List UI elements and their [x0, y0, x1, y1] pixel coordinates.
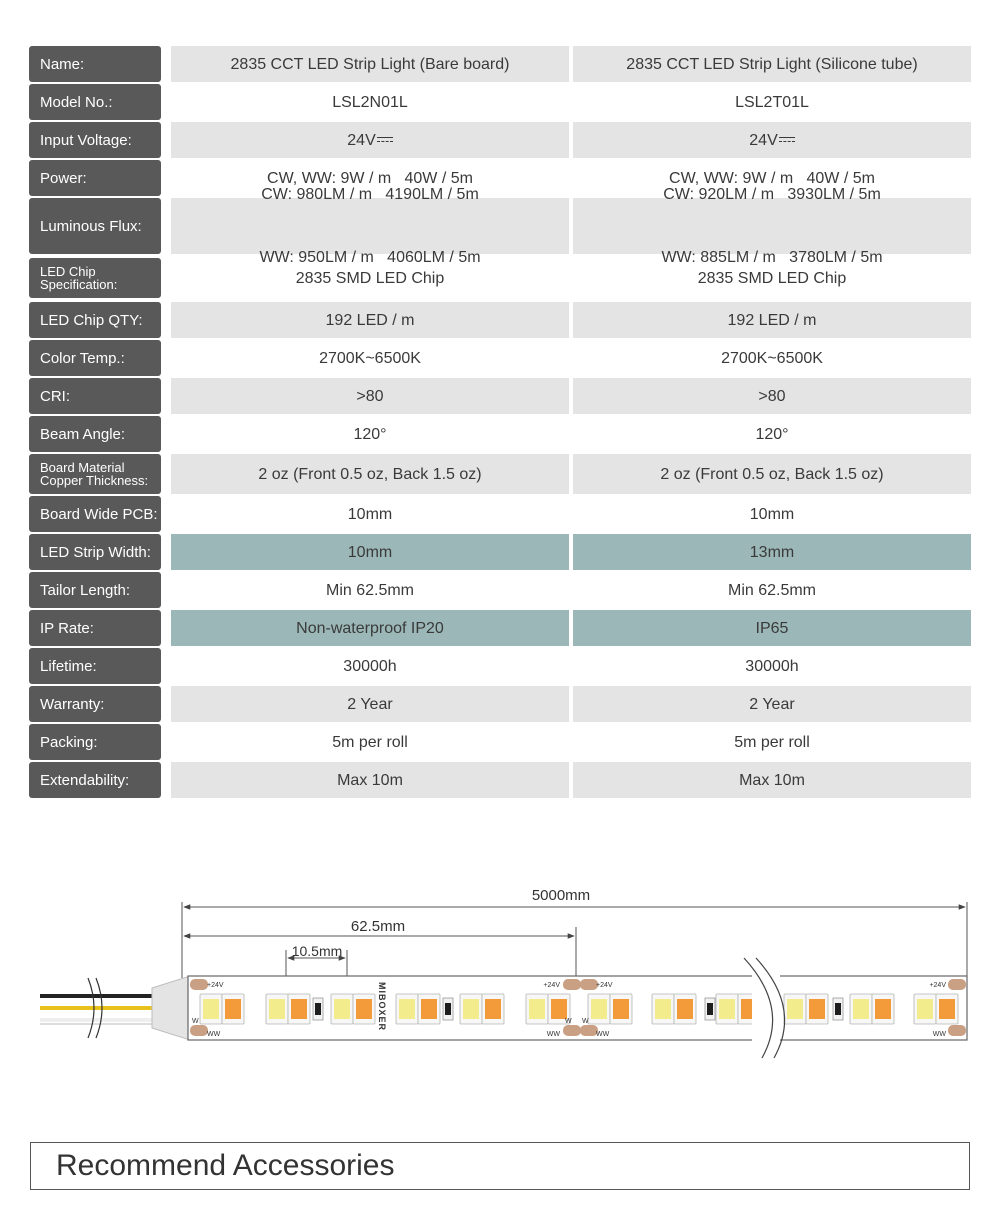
recommend-accessories-banner [30, 1142, 970, 1190]
solder-pad [948, 1025, 966, 1036]
spec-row-color-temp [29, 340, 971, 376]
cell-silicone-tube: 2700K~6500K [721, 349, 823, 367]
end-cap [152, 976, 190, 1040]
flux-ww: WW: 885LM / m 3780LM / 5m [661, 249, 883, 266]
cell-silicone-tube: Min 62.5mm [727, 581, 817, 599]
pad-label: W [565, 1018, 572, 1025]
led-emitter [291, 999, 307, 1019]
row-label: Extendability: [29, 762, 161, 798]
led-emitter [787, 999, 803, 1019]
spec-row-strip-width [29, 534, 971, 570]
cell-bare-board [171, 186, 569, 266]
row-label: Packing: [29, 724, 161, 760]
row-label: Warranty: [29, 686, 161, 722]
spec-row-name [29, 46, 971, 82]
led-emitter [463, 999, 479, 1019]
resistor-body [707, 1003, 713, 1015]
voltage-value: 24V [749, 131, 778, 149]
pad-label: WW [546, 1031, 560, 1038]
cell-bare-board: 30000h [343, 657, 397, 675]
spec-row-chip-qty [29, 302, 971, 338]
resistor-body [315, 1003, 321, 1015]
solder-pad [563, 1025, 581, 1036]
cell-bare-board: 2 oz (Front 0.5 oz, Back 1.5 oz) [171, 454, 569, 494]
cell-silicone-tube: 2 Year [573, 686, 971, 722]
cell-bare-board: LSL2N01L [332, 93, 408, 111]
pad-label: +24V [207, 982, 224, 989]
row-label-line: Board Material [40, 460, 125, 475]
cell-silicone-tube: 2835 SMD LED Chip [697, 269, 847, 287]
row-label: Beam Angle: [29, 416, 161, 452]
solder-pad [563, 979, 581, 990]
cell-silicone-tube: >80 [573, 378, 971, 414]
led-emitter [591, 999, 607, 1019]
row-label: LED Strip Width: [29, 534, 161, 570]
row-label: IP Rate: [29, 610, 161, 646]
row-label: Tailor Length: [29, 572, 161, 608]
cell-bare-board: 5m per roll [332, 733, 408, 751]
spec-row-lifetime [29, 648, 971, 684]
lead-wires [40, 978, 152, 1038]
led-emitter [334, 999, 350, 1019]
pad-label: WW [932, 1031, 946, 1038]
row-label: Luminous Flux: [29, 198, 161, 254]
pad-label: +24V [543, 982, 560, 989]
spec-row-board-material [29, 454, 971, 494]
cut-length-label: 62.5mm [350, 918, 406, 935]
row-label: Lifetime: [29, 648, 161, 684]
cell-silicone-tube: 5m per roll [734, 733, 810, 751]
row-label [29, 454, 161, 494]
strip-dimension-diagram [0, 870, 1000, 1070]
led-emitter [917, 999, 933, 1019]
resistor-body [835, 1003, 841, 1015]
cell-silicone-tube: 10mm [749, 505, 795, 523]
pad-label: W [192, 1018, 199, 1025]
cell-bare-board: 2700K~6500K [319, 349, 421, 367]
cell-bare-board: 2 Year [171, 686, 569, 722]
cell-silicone-tube: 2835 CCT LED Strip Light (Silicone tube) [573, 46, 971, 82]
spec-row-beam-angle [29, 416, 971, 452]
spec-row-warranty [29, 686, 971, 722]
led-emitter [225, 999, 241, 1019]
cell-bare-board: Non-waterproof IP20 [171, 610, 569, 646]
led-emitter [809, 999, 825, 1019]
led-emitter [485, 999, 501, 1019]
spec-row-chip-spec [29, 258, 971, 298]
row-label: LED Chip QTY: [29, 302, 161, 338]
resistor-body [445, 1003, 451, 1015]
spec-row-packing [29, 724, 971, 760]
row-label-line: Specification: [40, 277, 118, 292]
flux-cw: CW: 980LM / m 4190LM / 5m [261, 186, 479, 203]
voltage-value: 24V [347, 131, 376, 149]
cell-bare-board: 2835 CCT LED Strip Light (Bare board) [171, 46, 569, 82]
led-emitter [719, 999, 735, 1019]
led-emitter [421, 999, 437, 1019]
pad-label: +24V [596, 982, 613, 989]
cell-silicone-tube: 192 LED / m [573, 302, 971, 338]
cell-bare-board: 120° [353, 425, 387, 443]
row-label: Input Voltage: [29, 122, 161, 158]
cell-bare-board: Min 62.5mm [325, 581, 415, 599]
row-label-line: Copper Thickness: [40, 473, 149, 488]
row-label: Name: [29, 46, 161, 82]
flux-ww: WW: 950LM / m 4060LM / 5m [259, 249, 481, 266]
spec-row-model [29, 84, 971, 120]
flux-cw: CW: 920LM / m 3930LM / 5m [663, 186, 881, 203]
cell-bare-board: >80 [171, 378, 569, 414]
cell-bare-board: 10mm [171, 534, 569, 570]
cell-silicone-tube: 120° [755, 425, 789, 443]
solder-pad [190, 1025, 208, 1036]
pad-label: WW [207, 1031, 221, 1038]
spec-row-cri [29, 378, 971, 414]
cell-bare-board: 10mm [347, 505, 393, 523]
spec-row-extendability [29, 762, 971, 798]
pad-label: W [582, 1018, 589, 1025]
pad-label: +24V [929, 982, 946, 989]
brand-mark: MIBOXER [377, 982, 387, 1032]
row-label: Model No.: [29, 84, 161, 120]
solder-pad [948, 979, 966, 990]
row-label: Power: [29, 160, 161, 196]
led-emitter [551, 999, 567, 1019]
row-label: CRI: [29, 378, 161, 414]
led-pitch-label: 10.5mm [291, 943, 343, 959]
row-label-line: LED Chip [40, 264, 96, 279]
led-emitter [853, 999, 869, 1019]
led-emitter [655, 999, 671, 1019]
cell-bare-board: 192 LED / m [171, 302, 569, 338]
total-length-label: 5000mm [531, 887, 591, 904]
cell-silicone-tube: Max 10m [573, 762, 971, 798]
cell-silicone-tube [573, 186, 971, 266]
cell-bare-board: CW, WW: 9W / m 40W / 5m [267, 169, 473, 187]
led-emitter [399, 999, 415, 1019]
accessories-title: Recommend Accessories [56, 1149, 395, 1182]
cell-silicone-tube: 2 oz (Front 0.5 oz, Back 1.5 oz) [573, 454, 971, 494]
spec-row-board-wide [29, 496, 971, 532]
led-emitter [939, 999, 955, 1019]
cell-silicone-tube: CW, WW: 9W / m 40W / 5m [669, 169, 875, 187]
solder-pad [190, 979, 208, 990]
led-emitter [203, 999, 219, 1019]
pad-label: WW [596, 1031, 610, 1038]
cell-bare-board: 2835 SMD LED Chip [295, 269, 445, 287]
led-emitter [875, 999, 891, 1019]
cell-silicone-tube: LSL2T01L [735, 93, 809, 111]
led-emitter [356, 999, 372, 1019]
spec-row-ip-rate [29, 610, 971, 646]
led-emitter [269, 999, 285, 1019]
spec-row-luminous-flux [29, 186, 971, 266]
cell-bare-board: Max 10m [171, 762, 569, 798]
led-emitter [613, 999, 629, 1019]
row-label [29, 258, 161, 298]
row-label: Board Wide PCB: [29, 496, 161, 532]
row-label: Color Temp.: [29, 340, 161, 376]
cell-silicone-tube: IP65 [573, 610, 971, 646]
cell-silicone-tube: 30000h [745, 657, 799, 675]
led-emitter [677, 999, 693, 1019]
cell-silicone-tube: 13mm [573, 534, 971, 570]
spec-row-tailor-length [29, 572, 971, 608]
led-emitter [529, 999, 545, 1019]
